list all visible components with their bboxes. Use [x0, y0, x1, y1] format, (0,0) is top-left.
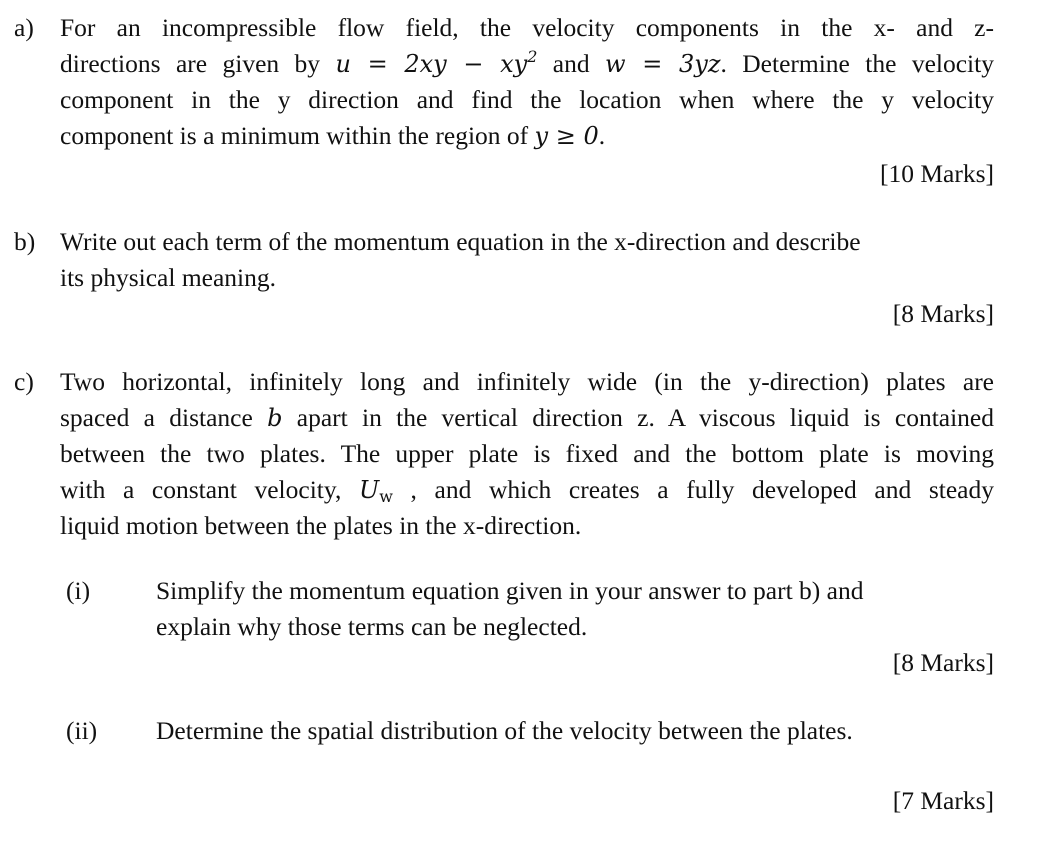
question-a-line1: For an incompressible flow field, the velocity components in the x- and z- [60, 13, 994, 42]
question-c-line1: Two horizontal, infinitely long and infinitely wide (in the y-direction) plates are [60, 367, 994, 396]
variable-u-text: U [358, 476, 380, 504]
subquestion-ii-line1: Determine the spatial distribution of the velocity between the plates. [156, 716, 853, 745]
text-fragment: directions are given by [60, 49, 336, 78]
subquestion-ii-marks: [7 Marks] [892, 786, 994, 815]
text-fragment: apart in the vertical direction z. A viscous liquid is contained [282, 403, 995, 432]
question-c-line4 [60, 472, 994, 508]
question-c-label: c) [14, 367, 34, 396]
question-b-label: b) [14, 227, 36, 256]
equation-u-text: u = 2xy − xy [335, 50, 528, 78]
text-fragment: . Determine the velocity [720, 49, 994, 78]
question-a-label: a) [14, 13, 34, 42]
question-c [0, 364, 1052, 544]
text-fragment: . [598, 121, 606, 150]
question-a-line4 [60, 118, 994, 154]
question-a-text [60, 10, 994, 154]
subquestion-i-text [156, 573, 996, 645]
text-fragment: and [537, 49, 606, 78]
subquestion-i-label: (i) [66, 576, 91, 605]
question-b [0, 224, 1052, 296]
variable-u-subscript: w [379, 487, 393, 506]
question-c-line5: liquid motion between the plates in the x-direction. [60, 511, 582, 540]
variable-b: b [267, 404, 283, 432]
subquestion-ii-label: (ii) [66, 716, 98, 745]
question-b-text [60, 224, 994, 296]
subquestion-i-line1: Simplify the momentum equation given in your answer to part b) and [156, 576, 864, 605]
subquestion-i-marks: [8 Marks] [892, 648, 994, 677]
question-c-line3: between the two plates. The upper plate is fixed and the bottom plate is moving [60, 439, 994, 468]
equation-u [335, 47, 538, 78]
question-a-line3: component in the y direction and find the location when where the y velocity [60, 85, 994, 114]
equation-u-exponent: 2 [527, 47, 538, 66]
equation-w: w = 3yz [605, 50, 721, 78]
question-a-line2 [60, 46, 994, 82]
text-fragment: , and which creates a fully developed and steady [392, 475, 994, 504]
question-b-line2: its physical meaning. [60, 263, 277, 292]
question-c-text [60, 364, 994, 544]
subquestion-i-line2: explain why those terms can be neglected. [156, 612, 588, 641]
equation-region: y ≥ 0 [534, 122, 599, 150]
question-b-marks: [8 Marks] [892, 299, 994, 328]
text-fragment: component is a minimum within the region of [60, 121, 535, 150]
question-a-marks: [10 Marks] [879, 159, 994, 188]
text-fragment: with a constant velocity, [60, 475, 359, 504]
subquestion-ii-text [156, 713, 996, 749]
variable-uw [359, 476, 393, 504]
text-fragment: spaced a distance [60, 403, 268, 432]
question-b-line1: Write out each term of the momentum equation in the x-direction and describe [60, 227, 861, 256]
question-a [0, 10, 1052, 160]
question-c-line2 [60, 400, 994, 436]
